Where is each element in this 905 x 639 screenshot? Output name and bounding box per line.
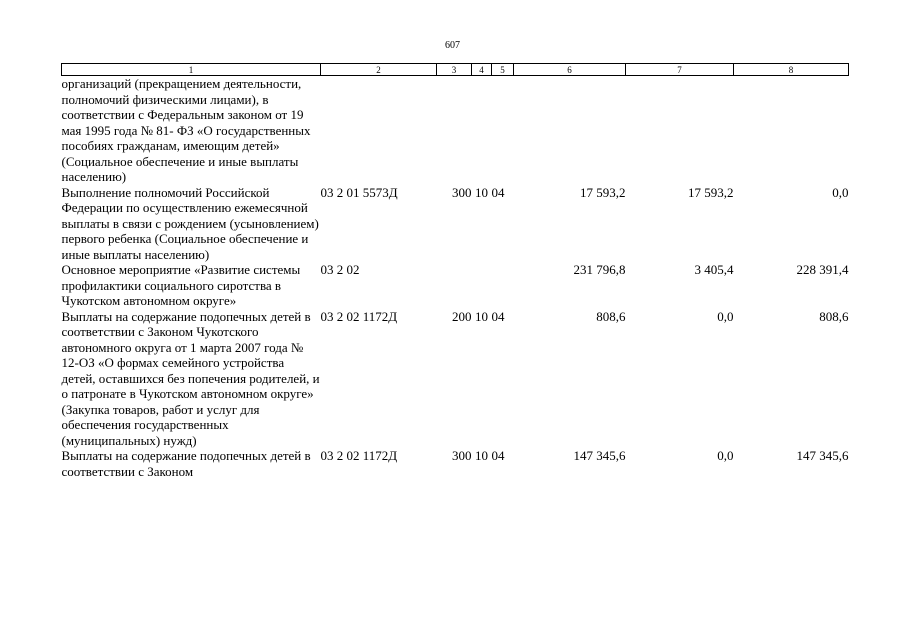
row-expense-type xyxy=(437,76,472,185)
row-expense-type xyxy=(437,262,472,309)
column-header: 7 xyxy=(626,64,734,76)
column-header: 2 xyxy=(321,64,437,76)
column-number-row xyxy=(62,64,849,76)
row-expense-type: 200 xyxy=(452,308,472,324)
column-header: 8 xyxy=(734,64,849,76)
row-expense-type: 300 xyxy=(452,448,472,463)
row-code: 03 2 02 xyxy=(320,262,360,277)
row-name: Выплаты на содержание подопечных детей в соответствии с Законом Чукотского автономного округа от 1 марта 2007 года № 12-ОЗ «О формах семейного устройства детей, оставшихся без попечения родителей, и о патронате в Чукотском автономном округе» (Закупка товаров, работ и услуг для обеспечения государственных (муниципальных) нужд) xyxy=(61,308,320,448)
row-sum-col8: 0,0 xyxy=(832,184,849,200)
row-name: Выполнение полномочий Российской Федерации по осуществлению ежемесячной выплаты в связи с рождением (усыновлением) первого ребенка (Социальное обеспечение и иные выплаты населению) xyxy=(61,184,319,262)
row-sum-col7: 0,0 xyxy=(717,308,734,324)
row-subsection: 04 xyxy=(491,308,505,324)
table-row xyxy=(62,185,849,263)
table-row xyxy=(62,262,849,309)
row-sum-col7: 17 593,2 xyxy=(688,184,734,200)
column-header: 5 xyxy=(492,64,514,76)
row-name: организаций (прекращением деятельности, полномочий физическими лицами), в соответствии с Федеральным законом от 19 мая 1995 года № 81- ФЗ «О государственных пособиях гражданам, имеющим детей» (Социальное обеспечение и иные выплаты населению) xyxy=(61,76,311,184)
row-code: 03 2 02 1172Д xyxy=(320,308,398,324)
row-sum-col7 xyxy=(626,76,734,185)
row-subsection xyxy=(492,262,514,309)
row-sum: 808,6 xyxy=(596,308,626,324)
table-row xyxy=(62,448,849,479)
row-section xyxy=(472,76,492,185)
column-header: 1 xyxy=(62,64,321,76)
row-name: Выплаты на содержание подопечных детей в соответствии с Законом xyxy=(61,448,311,479)
row-code: 03 2 01 5573Д xyxy=(320,184,398,200)
row-sum-col7: 3 405,4 xyxy=(694,262,734,277)
row-sum: 147 345,6 xyxy=(573,448,626,463)
table-row xyxy=(62,309,849,449)
row-section: 10 xyxy=(475,308,488,324)
row-sum: 17 593,2 xyxy=(580,184,626,200)
budget-table xyxy=(61,63,849,479)
row-sum xyxy=(514,76,626,185)
row-section: 10 xyxy=(475,448,488,463)
column-header: 4 xyxy=(472,64,492,76)
row-sum: 231 796,8 xyxy=(573,262,626,277)
row-sum-col8 xyxy=(734,76,849,185)
row-subsection: 04 xyxy=(491,448,505,463)
row-sum-col7: 0,0 xyxy=(717,448,734,463)
row-section xyxy=(472,262,492,309)
row-sum-col8: 147 345,6 xyxy=(796,448,849,463)
table-row xyxy=(62,76,849,185)
column-header: 3 xyxy=(437,64,472,76)
column-header: 6 xyxy=(514,64,626,76)
row-code: 03 2 02 1172Д xyxy=(320,448,398,463)
row-sum-col8: 808,6 xyxy=(819,308,849,324)
row-section: 10 xyxy=(475,184,488,200)
page-number: 607 xyxy=(445,40,460,51)
row-subsection: 04 xyxy=(491,184,505,200)
row-subsection xyxy=(492,76,514,185)
row-code xyxy=(321,76,437,185)
row-sum-col8: 228 391,4 xyxy=(796,262,849,277)
row-name: Основное мероприятие «Развитие системы профилактики социального сиротства в Чукотском автономном округе» xyxy=(61,262,301,308)
row-expense-type: 300 xyxy=(452,184,472,200)
